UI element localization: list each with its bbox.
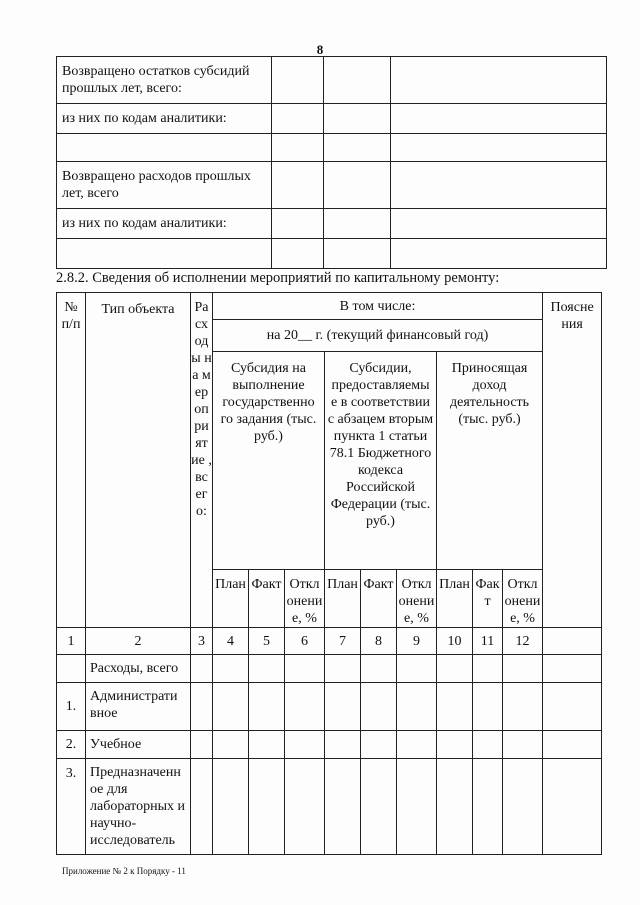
section-heading: 2.8.2. Сведения об исполнении мероприятий по капитальному ремонту:	[56, 270, 500, 286]
table-row	[57, 293, 602, 320]
col-header-including: В том числе:	[213, 293, 543, 320]
sub-header-plan: План	[213, 570, 249, 628]
sub-header-fact: Факт	[361, 570, 397, 628]
sub-header-fact: Фак т	[473, 570, 503, 628]
row-number: 1.	[57, 683, 86, 731]
group-header-income-activity: Приносящая доход деятельность (тыс. руб.)	[437, 352, 543, 570]
column-number: 3	[191, 628, 213, 655]
table-row	[57, 162, 607, 209]
column-number: 5	[249, 628, 285, 655]
sub-header-fact: Факт	[249, 570, 285, 628]
table-row	[57, 57, 607, 104]
row-label: Администрати вное	[86, 683, 191, 731]
sub-header-deviation: Откл онени е, %	[285, 570, 325, 628]
column-number: 4	[213, 628, 249, 655]
col-header-number: № п/п	[57, 293, 86, 628]
row-label: Предназначенн ое для лабораторных и научно-исследователь	[86, 759, 191, 855]
column-number: 10	[437, 628, 473, 655]
table-row	[57, 209, 607, 239]
group-header-budget-code-subsidy: Субсидии, предоставляемы е в соответствии с абзацем вторым пункта 1 статьи 78.1 Бюджетного кодекса Российской Федерации (тыс. руб.)	[325, 352, 437, 570]
column-number: 6	[285, 628, 325, 655]
returns-row-label: Возвращено расходов прошлых лет, всего	[57, 162, 272, 209]
returns-row-label: из них по кодам аналитики:	[57, 209, 272, 239]
table-row	[57, 239, 607, 269]
table-row	[57, 134, 607, 162]
col-header-year: на 20__ г. (текущий финансовый год)	[213, 320, 543, 352]
row-number	[57, 655, 86, 683]
column-number: 12	[503, 628, 543, 655]
sub-header-plan: План	[325, 570, 361, 628]
capital-repair-table	[56, 292, 602, 855]
column-number: 1	[57, 628, 86, 655]
column-number: 2	[86, 628, 191, 655]
column-number: 8	[361, 628, 397, 655]
returns-table	[56, 56, 607, 269]
sub-header-deviation: Откл онени е, %	[503, 570, 543, 628]
row-number: 3.	[57, 759, 86, 855]
table-row	[57, 683, 602, 731]
table-row	[57, 731, 602, 759]
col-header-total: Ра сх од ы на м ер оп ри ят ие , вс ег о:	[191, 293, 213, 628]
row-label: Расходы, всего	[86, 655, 191, 683]
sub-header-deviation: Откл онени е, %	[397, 570, 437, 628]
page-number: 8	[316, 42, 324, 57]
col-header-object-type: Тип объекта	[86, 293, 191, 628]
table-row	[57, 628, 602, 655]
row-label: Учебное	[86, 731, 191, 759]
sub-header-plan: План	[437, 570, 473, 628]
returns-row-label: Возвращено остатков субсидий прошлых лет, всего:	[57, 57, 272, 104]
row-number: 2.	[57, 731, 86, 759]
table-row	[57, 655, 602, 683]
col-header-notes: Поясне ния	[543, 293, 602, 628]
table-row	[57, 759, 602, 855]
returns-row-label	[57, 239, 272, 269]
returns-row-label	[57, 134, 272, 162]
table-row	[57, 104, 607, 134]
footer-note: Приложение № 2 к Порядку - 11	[62, 866, 186, 876]
group-header-state-task-subsidy: Субсидия на выполнение государственно го задания (тыс. руб.)	[213, 352, 325, 570]
returns-row-label: из них по кодам аналитики:	[57, 104, 272, 134]
column-number: 9	[397, 628, 437, 655]
column-number: 11	[473, 628, 503, 655]
column-number: 7	[325, 628, 361, 655]
